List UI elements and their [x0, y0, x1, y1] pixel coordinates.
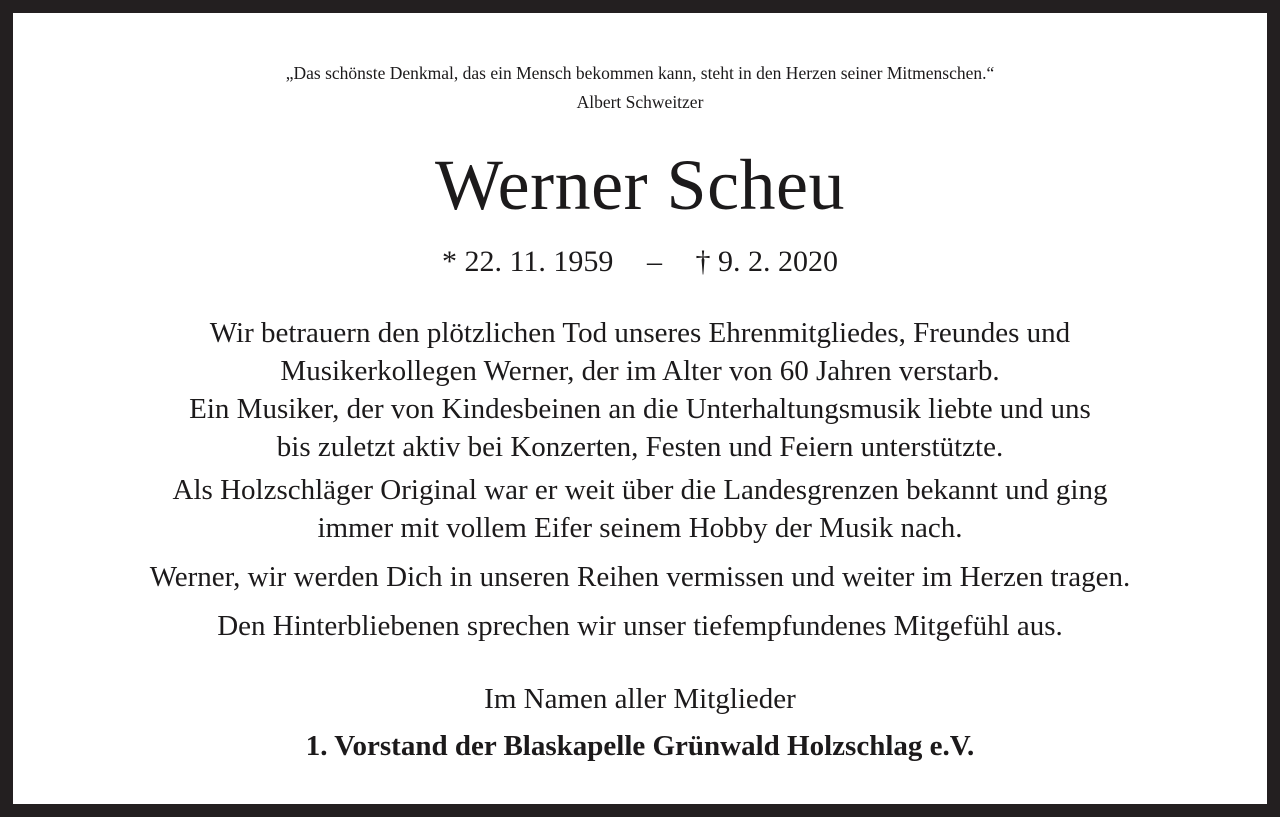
birth-date: * 22. 11. 1959: [442, 245, 614, 278]
paragraph-remembrance: [33, 558, 1247, 596]
signature-intro: Im Namen aller Mitglieder: [484, 683, 796, 715]
paragraph-condolence: [33, 607, 1247, 645]
obituary-notice: [13, 13, 1267, 804]
body-line: Werner, wir werden Dich in unseren Reihen vermissen und weiter im Herzen tragen.: [149, 561, 1131, 593]
body-line: Ein Musiker, der von Kindesbeinen an die Unterhaltungsmusik liebte und uns: [189, 393, 1091, 425]
body-line: Den Hinterbliebenen sprechen wir unser tiefempfundenes Mitgefühl aus.: [217, 610, 1063, 642]
notice-body: [33, 314, 1247, 645]
quote-text: „Das schönste Denkmal, das ein Mensch bekommen kann, steht in den Herzen seiner Mitmenschen.“: [285, 63, 995, 83]
signature-organization: 1. Vorstand der Blaskapelle Grünwald Holzschlag e.V.: [305, 730, 975, 762]
death-date: † 9. 2. 2020: [695, 245, 838, 278]
body-line: Musikerkollegen Werner, der im Alter von 60 Jahren verstarb.: [280, 355, 1000, 387]
paragraph-tribute: [33, 314, 1247, 466]
body-line: Als Holzschläger Original war er weit über die Landesgrenzen bekannt und ging: [172, 474, 1108, 506]
body-line: bis zuletzt aktiv bei Konzerten, Festen und Feiern unterstützte.: [276, 431, 1004, 463]
quote-author: Albert Schweitzer: [576, 92, 704, 112]
body-line: immer mit vollem Eifer seinem Hobby der Musik nach.: [317, 512, 963, 544]
date-separator: –: [646, 245, 662, 278]
paragraph-original: [33, 471, 1247, 547]
body-line: Wir betrauern den plötzlichen Tod unseres Ehrenmitgliedes, Freundes und: [209, 317, 1071, 349]
deceased-name: Werner Scheu: [434, 145, 845, 225]
life-dates: [13, 243, 1267, 281]
